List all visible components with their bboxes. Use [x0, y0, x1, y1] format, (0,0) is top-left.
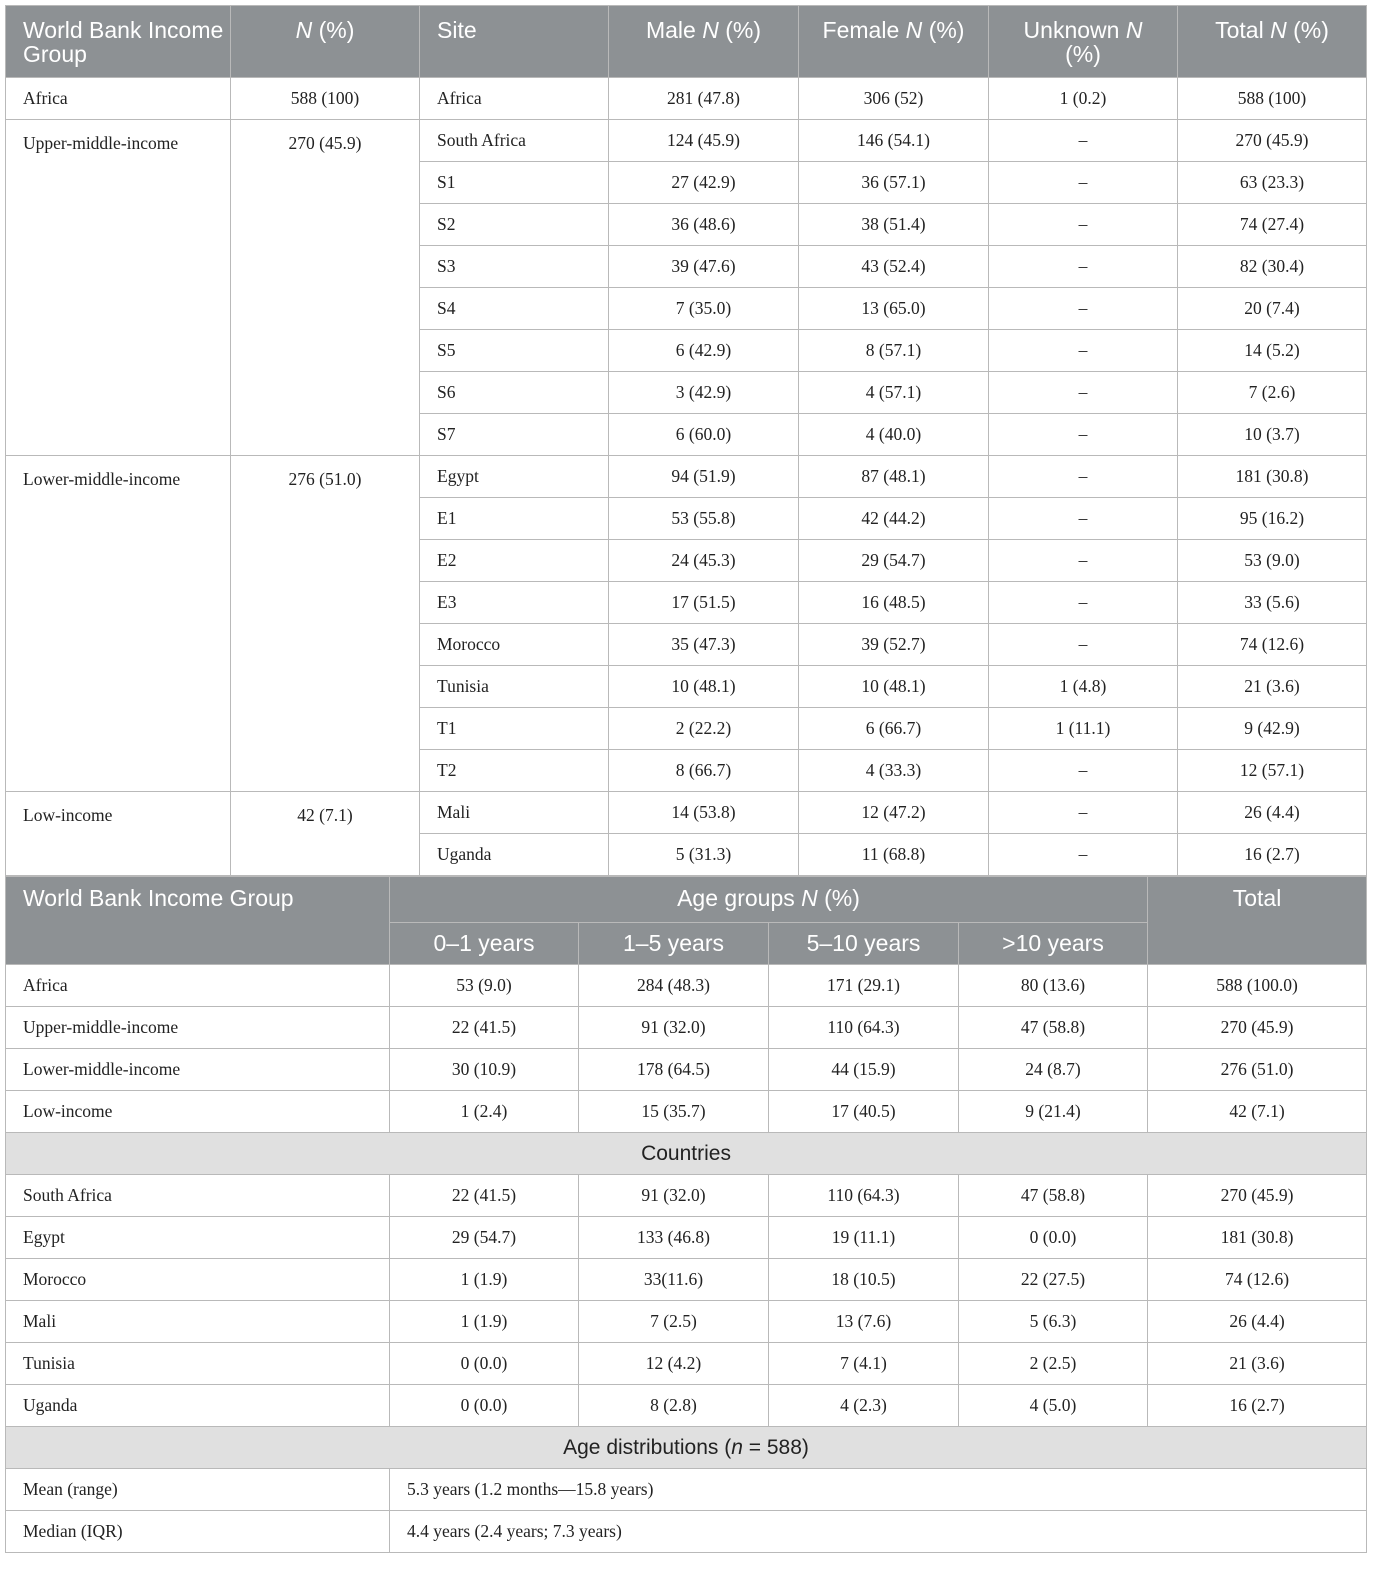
age-group-cell: 4 (2.3): [769, 1385, 959, 1427]
site-cell: S7: [420, 414, 609, 456]
row-total-cell: 276 (51.0): [1148, 1049, 1367, 1091]
site-cell: S1: [420, 162, 609, 204]
age-group-cell: 12 (4.2): [579, 1343, 769, 1385]
age-group-cell: 178 (64.5): [579, 1049, 769, 1091]
total-cell: 14 (5.2): [1178, 330, 1367, 372]
age-group-cell: 19 (11.1): [769, 1217, 959, 1259]
male-cell: 8 (66.7): [609, 750, 799, 792]
age-group-cell: 1 (1.9): [390, 1259, 579, 1301]
table-row: [6, 1301, 1367, 1343]
row-label-cell: Mali: [6, 1301, 390, 1343]
income-group-cell: Africa: [6, 78, 231, 120]
female-cell: 306 (52): [799, 78, 989, 120]
table-row: [6, 78, 1367, 120]
age-group-cell: 29 (54.7): [390, 1217, 579, 1259]
row-label-cell: Upper-middle-income: [6, 1007, 390, 1049]
unknown-cell: –: [989, 414, 1178, 456]
header-age-1-5: 1–5 years: [579, 923, 769, 965]
unknown-cell: –: [989, 582, 1178, 624]
row-total-cell: 21 (3.6): [1148, 1343, 1367, 1385]
site-cell: Uganda: [420, 834, 609, 876]
table-row: [6, 1343, 1367, 1385]
stat-value-cell: 5.3 years (1.2 months—15.8 years): [390, 1469, 1367, 1511]
income-group-n-cell: 588 (100): [231, 78, 420, 120]
age-group-cell: 91 (32.0): [579, 1007, 769, 1049]
total-cell: 74 (12.6): [1178, 624, 1367, 666]
total-cell: 181 (30.8): [1178, 456, 1367, 498]
age-group-cell: 7 (4.1): [769, 1343, 959, 1385]
site-cell: S2: [420, 204, 609, 246]
site-cell: South Africa: [420, 120, 609, 162]
site-cell: S3: [420, 246, 609, 288]
age-group-cell: 17 (40.5): [769, 1091, 959, 1133]
age-group-cell: 0 (0.0): [390, 1343, 579, 1385]
total-cell: 270 (45.9): [1178, 120, 1367, 162]
income-group-cell: Upper-middle-income: [6, 120, 231, 456]
stats-row: [6, 1511, 1367, 1553]
female-cell: 29 (54.7): [799, 540, 989, 582]
age-group-cell: 53 (9.0): [390, 965, 579, 1007]
male-cell: 10 (48.1): [609, 666, 799, 708]
site-cell: E2: [420, 540, 609, 582]
row-total-cell: 270 (45.9): [1148, 1007, 1367, 1049]
age-group-cell: 13 (7.6): [769, 1301, 959, 1343]
unknown-cell: –: [989, 540, 1178, 582]
age-group-cell: 8 (2.8): [579, 1385, 769, 1427]
row-label-cell: Low-income: [6, 1091, 390, 1133]
row-label-cell: South Africa: [6, 1175, 390, 1217]
total-cell: 82 (30.4): [1178, 246, 1367, 288]
female-cell: 36 (57.1): [799, 162, 989, 204]
header-male: Male N (%): [609, 6, 799, 78]
table-row: [6, 120, 1367, 162]
income-group-n-cell: 270 (45.9): [231, 120, 420, 456]
header-n-percent: N (%): [231, 6, 420, 78]
age-group-cell: 22 (27.5): [959, 1259, 1148, 1301]
table2-body: [6, 965, 1367, 1553]
unknown-cell: –: [989, 288, 1178, 330]
age-group-cell: 33(11.6): [579, 1259, 769, 1301]
unknown-cell: –: [989, 498, 1178, 540]
income-group-cell: Lower-middle-income: [6, 456, 231, 792]
income-group-cell: Low-income: [6, 792, 231, 876]
unknown-cell: –: [989, 456, 1178, 498]
age-band-italic: n: [731, 1435, 743, 1459]
header-income-group-2: World Bank Income Group: [6, 877, 390, 965]
age-group-cell: 47 (58.8): [959, 1175, 1148, 1217]
male-cell: 5 (31.3): [609, 834, 799, 876]
total-cell: 12 (57.1): [1178, 750, 1367, 792]
male-cell: 39 (47.6): [609, 246, 799, 288]
site-cell: E3: [420, 582, 609, 624]
total-cell: 63 (23.3): [1178, 162, 1367, 204]
female-cell: 13 (65.0): [799, 288, 989, 330]
age-group-cell: 44 (15.9): [769, 1049, 959, 1091]
site-cell: Tunisia: [420, 666, 609, 708]
table-row: [6, 1049, 1367, 1091]
unknown-cell: –: [989, 792, 1178, 834]
stat-value-cell: 4.4 years (2.4 years; 7.3 years): [390, 1511, 1367, 1553]
female-cell: 6 (66.7): [799, 708, 989, 750]
female-cell: 39 (52.7): [799, 624, 989, 666]
total-cell: 26 (4.4): [1178, 792, 1367, 834]
total-cell: 95 (16.2): [1178, 498, 1367, 540]
table-row: [6, 792, 1367, 834]
age-group-cell: 110 (64.3): [769, 1175, 959, 1217]
row-label-cell: Morocco: [6, 1259, 390, 1301]
countries-band-row: [6, 1133, 1367, 1175]
age-group-cell: 30 (10.9): [390, 1049, 579, 1091]
female-cell: 16 (48.5): [799, 582, 989, 624]
age-group-cell: 24 (8.7): [959, 1049, 1148, 1091]
unknown-cell: –: [989, 120, 1178, 162]
age-group-cell: 133 (46.8): [579, 1217, 769, 1259]
male-cell: 6 (42.9): [609, 330, 799, 372]
sex-distribution-table: [5, 5, 1367, 876]
table-row: [6, 1217, 1367, 1259]
unknown-cell: –: [989, 834, 1178, 876]
row-label-cell: Lower-middle-income: [6, 1049, 390, 1091]
total-cell: 20 (7.4): [1178, 288, 1367, 330]
age-group-cell: 171 (29.1): [769, 965, 959, 1007]
female-cell: 4 (40.0): [799, 414, 989, 456]
table-row: [6, 1385, 1367, 1427]
male-cell: 3 (42.9): [609, 372, 799, 414]
female-cell: 4 (57.1): [799, 372, 989, 414]
female-cell: 43 (52.4): [799, 246, 989, 288]
site-cell: Morocco: [420, 624, 609, 666]
age-band-suffix: = 588): [742, 1435, 809, 1459]
age-group-cell: 284 (48.3): [579, 965, 769, 1007]
total-cell: 588 (100): [1178, 78, 1367, 120]
table1-header-row: [6, 6, 1367, 78]
age-group-cell: 1 (1.9): [390, 1301, 579, 1343]
income-group-n-cell: 276 (51.0): [231, 456, 420, 792]
female-cell: 4 (33.3): [799, 750, 989, 792]
site-cell: S5: [420, 330, 609, 372]
site-cell: Mali: [420, 792, 609, 834]
female-cell: 10 (48.1): [799, 666, 989, 708]
site-cell: S4: [420, 288, 609, 330]
age-group-cell: 47 (58.8): [959, 1007, 1148, 1049]
header-age-over-10: >10 years: [959, 923, 1148, 965]
row-total-cell: 16 (2.7): [1148, 1385, 1367, 1427]
age-group-cell: 4 (5.0): [959, 1385, 1148, 1427]
countries-band: Countries: [6, 1133, 1367, 1175]
age-group-cell: 110 (64.3): [769, 1007, 959, 1049]
site-cell: E1: [420, 498, 609, 540]
unknown-cell: 1 (4.8): [989, 666, 1178, 708]
table1-body: [6, 78, 1367, 876]
unknown-cell: –: [989, 204, 1178, 246]
site-cell: T1: [420, 708, 609, 750]
table-row: [6, 1175, 1367, 1217]
age-group-cell: 0 (0.0): [959, 1217, 1148, 1259]
site-cell: S6: [420, 372, 609, 414]
table-row: [6, 456, 1367, 498]
header-income-group: World Bank Income Group: [6, 6, 231, 78]
male-cell: 17 (51.5): [609, 582, 799, 624]
male-cell: 24 (45.3): [609, 540, 799, 582]
row-total-cell: 74 (12.6): [1148, 1259, 1367, 1301]
female-cell: 11 (68.8): [799, 834, 989, 876]
unknown-cell: –: [989, 750, 1178, 792]
female-cell: 87 (48.1): [799, 456, 989, 498]
stat-label-cell: Mean (range): [6, 1469, 390, 1511]
age-group-cell: 7 (2.5): [579, 1301, 769, 1343]
table-row: [6, 1259, 1367, 1301]
document-page: [5, 5, 1366, 1553]
male-cell: 14 (53.8): [609, 792, 799, 834]
age-group-cell: 1 (2.4): [390, 1091, 579, 1133]
age-group-cell: 2 (2.5): [959, 1343, 1148, 1385]
site-cell: Africa: [420, 78, 609, 120]
total-cell: 9 (42.9): [1178, 708, 1367, 750]
header-age-0-1: 0–1 years: [390, 923, 579, 965]
male-cell: 35 (47.3): [609, 624, 799, 666]
total-cell: 21 (3.6): [1178, 666, 1367, 708]
income-group-n-cell: 42 (7.1): [231, 792, 420, 876]
male-cell: 27 (42.9): [609, 162, 799, 204]
row-label-cell: Egypt: [6, 1217, 390, 1259]
age-group-cell: 15 (35.7): [579, 1091, 769, 1133]
site-cell: T2: [420, 750, 609, 792]
row-label-cell: Tunisia: [6, 1343, 390, 1385]
male-cell: 6 (60.0): [609, 414, 799, 456]
male-cell: 7 (35.0): [609, 288, 799, 330]
header-age-5-10: 5–10 years: [769, 923, 959, 965]
row-total-cell: 42 (7.1): [1148, 1091, 1367, 1133]
female-cell: 38 (51.4): [799, 204, 989, 246]
age-distribution-table: [5, 876, 1367, 1553]
female-cell: 12 (47.2): [799, 792, 989, 834]
male-cell: 281 (47.8): [609, 78, 799, 120]
total-cell: 53 (9.0): [1178, 540, 1367, 582]
unknown-cell: –: [989, 246, 1178, 288]
row-total-cell: 181 (30.8): [1148, 1217, 1367, 1259]
stat-label-cell: Median (IQR): [6, 1511, 390, 1553]
male-cell: 2 (22.2): [609, 708, 799, 750]
total-cell: 7 (2.6): [1178, 372, 1367, 414]
unknown-cell: 1 (11.1): [989, 708, 1178, 750]
table2-header-row: [6, 877, 1367, 923]
stats-row: [6, 1469, 1367, 1511]
row-total-cell: 270 (45.9): [1148, 1175, 1367, 1217]
unknown-cell: –: [989, 372, 1178, 414]
row-total-cell: 26 (4.4): [1148, 1301, 1367, 1343]
age-group-cell: 0 (0.0): [390, 1385, 579, 1427]
table-row: [6, 1007, 1367, 1049]
header-unknown: Unknown N (%): [989, 6, 1178, 78]
male-cell: 36 (48.6): [609, 204, 799, 246]
header-total-2: Total: [1148, 877, 1367, 965]
total-cell: 74 (27.4): [1178, 204, 1367, 246]
header-age-groups: Age groups N (%): [390, 877, 1148, 923]
male-cell: 124 (45.9): [609, 120, 799, 162]
header-site: Site: [420, 6, 609, 78]
age-band-prefix: Age distributions (: [563, 1435, 732, 1459]
age-group-cell: 5 (6.3): [959, 1301, 1148, 1343]
female-cell: 146 (54.1): [799, 120, 989, 162]
unknown-cell: –: [989, 330, 1178, 372]
unknown-cell: –: [989, 162, 1178, 204]
total-cell: 16 (2.7): [1178, 834, 1367, 876]
row-label-cell: Africa: [6, 965, 390, 1007]
age-group-cell: 80 (13.6): [959, 965, 1148, 1007]
age-group-cell: 22 (41.5): [390, 1007, 579, 1049]
site-cell: Egypt: [420, 456, 609, 498]
age-group-cell: 9 (21.4): [959, 1091, 1148, 1133]
total-cell: 33 (5.6): [1178, 582, 1367, 624]
age-group-cell: 18 (10.5): [769, 1259, 959, 1301]
row-label-cell: Uganda: [6, 1385, 390, 1427]
header-total: Total N (%): [1178, 6, 1367, 78]
female-cell: 8 (57.1): [799, 330, 989, 372]
age-group-cell: 22 (41.5): [390, 1175, 579, 1217]
female-cell: 42 (44.2): [799, 498, 989, 540]
male-cell: 53 (55.8): [609, 498, 799, 540]
male-cell: 94 (51.9): [609, 456, 799, 498]
unknown-cell: 1 (0.2): [989, 78, 1178, 120]
table-row: [6, 965, 1367, 1007]
header-female: Female N (%): [799, 6, 989, 78]
age-group-cell: 91 (32.0): [579, 1175, 769, 1217]
row-total-cell: 588 (100.0): [1148, 965, 1367, 1007]
unknown-cell: –: [989, 624, 1178, 666]
age-distributions-band-row: [6, 1427, 1367, 1469]
table-row: [6, 1091, 1367, 1133]
age-distributions-band: [6, 1427, 1367, 1469]
total-cell: 10 (3.7): [1178, 414, 1367, 456]
